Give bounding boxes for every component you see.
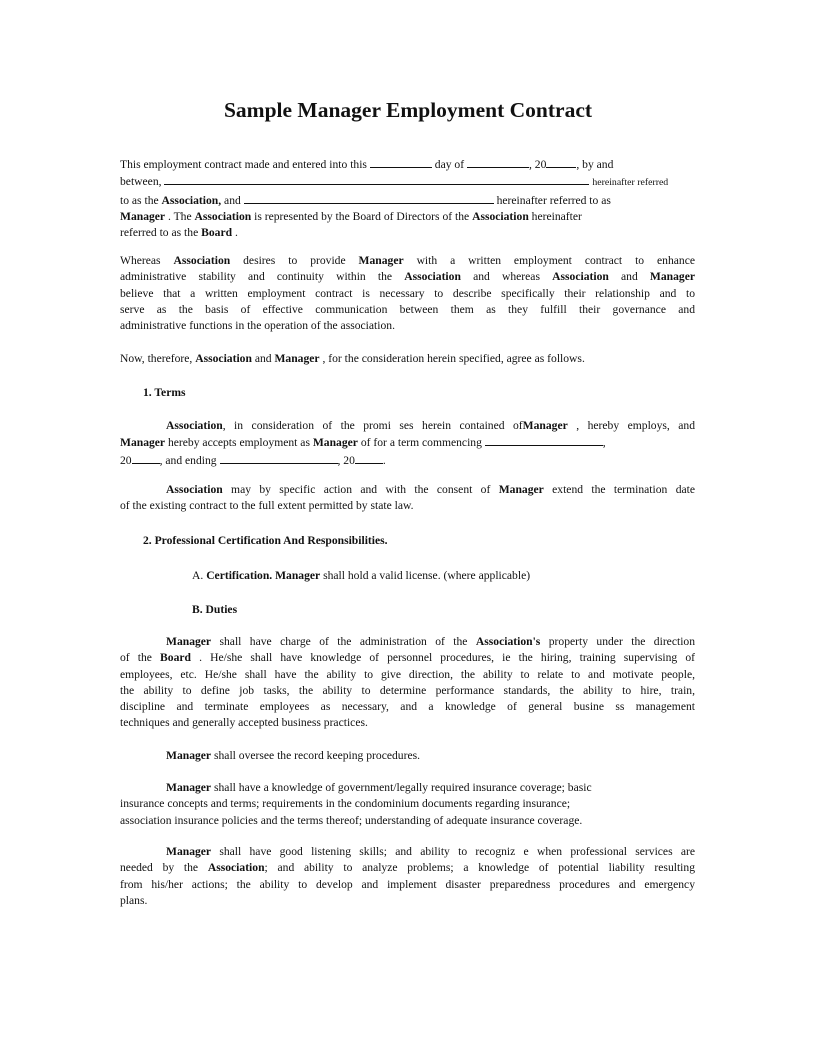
extension-line [120, 482, 695, 498]
manager-term: Manager [166, 749, 212, 762]
text: between, [120, 175, 162, 189]
duties-line: insurance concepts and terms; requirements in the condominium documents regarding insurance; [120, 797, 571, 811]
text: ; and ability to analyze problems; a knowledge of potential liability resulting [264, 861, 695, 875]
now-therefore-paragraph [120, 351, 695, 367]
blank-field [370, 156, 432, 168]
text: , [602, 436, 606, 450]
manager-term: Manager [358, 254, 404, 267]
manager-term: Manager [166, 845, 212, 858]
terms-line [120, 418, 695, 434]
text: Now, therefore, [120, 352, 193, 365]
certification-item [192, 568, 530, 584]
text: hereinafter referred [592, 177, 669, 189]
blank-field [164, 173, 589, 185]
text: , for the consideration herein specified, agree as follows. [322, 352, 585, 365]
text: hereinafter referred to as [496, 193, 611, 207]
document-title: Sample Manager Employment Contract [223, 98, 593, 122]
duties-line [120, 860, 695, 876]
manager-term: Manager [649, 270, 695, 284]
duties-line [120, 748, 695, 764]
blank-field [220, 452, 338, 464]
blank-field [546, 156, 576, 168]
text: may by specific action and with the consent of [231, 483, 491, 496]
blank-field [244, 192, 494, 204]
duties-line: from his/her actions; the ability to develop and implement disaster preparedness procedures and emergency [120, 877, 695, 891]
text: , in consideration of the promi ses herein contained of [222, 419, 523, 432]
text: shall oversee the record keeping procedures. [213, 749, 421, 762]
duties-line: employees, etc. He/she shall have the ability to give direction, the ability to relate to and motivate people, [120, 667, 695, 681]
text: to as the [120, 193, 159, 207]
duties-line: the ability to define job tasks, the ability to determine performance standards, the ability to hire, train, [120, 683, 695, 697]
text: of for a term commencing [360, 436, 482, 450]
manager-term: Manager [166, 635, 212, 648]
intro-line [120, 192, 695, 209]
text: . He/she shall have knowledge of personnel procedures, ie the hiring, training supervising of [199, 651, 695, 665]
text: is represented by the Board of Directors of the [254, 209, 470, 223]
text: . [234, 226, 238, 240]
association-term: Association, [161, 193, 222, 207]
blank-field [485, 434, 603, 446]
whereas-line: serve as the basis of effective communication between them as they fulfill their governance and [120, 302, 695, 316]
duties-line [120, 844, 695, 860]
intro-paragraph [120, 156, 695, 241]
section-2-heading: 2. Professional Certification And Responsibilities. [143, 534, 388, 547]
duties-line [120, 650, 695, 666]
association-term: Association's [475, 635, 541, 648]
text: , by and [576, 158, 614, 171]
association-term: Association [166, 419, 223, 432]
manager-term: Manager [274, 352, 320, 365]
text: shall hold a valid license. (where applicable) [323, 569, 531, 582]
duties-line: discipline and terminate employees as necessary, and a knowledge of general busine ss management [120, 700, 695, 714]
text: extend the termination date [552, 483, 696, 496]
duties-paragraph-3 [120, 780, 695, 829]
text: 20 [120, 453, 132, 467]
text: hereby accepts employment as [167, 436, 310, 450]
blank-field [132, 452, 160, 464]
board-term: Board [160, 651, 191, 665]
text: , and ending [159, 453, 217, 467]
association-term: Association [472, 209, 529, 223]
now-therefore-line [120, 351, 695, 367]
duties-line: association insurance policies and the terms thereof; understanding of adequate insurance coverage. [120, 813, 583, 827]
intro-line [120, 225, 695, 241]
association-term: Association [552, 270, 609, 284]
manager-term: Manager [120, 209, 166, 223]
duties-line [120, 634, 695, 650]
blank-field [355, 452, 383, 464]
manager-term: Manager [166, 781, 212, 794]
terms-line [120, 434, 695, 451]
certification-term: Certification. [206, 569, 273, 582]
text: desires to provide [243, 254, 346, 267]
text: . The [167, 209, 192, 223]
manager-term: Manager [522, 419, 568, 432]
manager-term: Manager [275, 569, 321, 582]
whereas-line [120, 253, 695, 269]
text: , 20 [528, 158, 547, 171]
extension-paragraph [120, 482, 695, 515]
blank-field [467, 156, 529, 168]
association-term: Association [173, 254, 231, 267]
text: and whereas [473, 270, 540, 284]
association-term: Association [194, 209, 252, 223]
text: shall have a knowledge of government/legally required insurance coverage; basic [213, 781, 592, 794]
text: of the [120, 651, 152, 665]
duties-heading: B. Duties [192, 603, 238, 616]
text: shall have good listening skills; and ability to recogniz e when professional services are [219, 845, 695, 858]
duties-line: plans. [120, 893, 148, 907]
terms-paragraph [120, 418, 695, 469]
text: and [254, 352, 272, 365]
extension-line: of the existing contract to the full extent permitted by state law. [120, 499, 414, 513]
association-term: Association [207, 861, 265, 875]
duties-paragraph-2 [120, 748, 695, 764]
intro-line [120, 209, 695, 225]
text: , 20 [337, 453, 355, 467]
text: , hereby employs, and [576, 419, 696, 432]
text: and [224, 193, 241, 207]
manager-term: Manager [498, 483, 544, 496]
text: needed by the [120, 861, 199, 875]
manager-term: Manager [312, 436, 358, 450]
intro-line [120, 173, 695, 191]
duties-paragraph-1 [120, 634, 695, 732]
text: day of [434, 158, 465, 171]
text: This employment contract made and entered into this [120, 158, 367, 171]
text: with a written employment contract to enhance [416, 254, 695, 267]
text: property under the direction [548, 635, 696, 648]
terms-line [120, 452, 695, 469]
duties-line: techniques and generally accepted business practices. [120, 716, 368, 730]
association-term: Association [195, 352, 252, 365]
text: referred to as the [120, 226, 199, 240]
duties-paragraph-4 [120, 844, 695, 909]
text: . [382, 453, 386, 467]
manager-term: Manager [120, 436, 166, 450]
text: Whereas [120, 254, 161, 267]
duties-line [120, 780, 695, 796]
text: shall have charge of the administration of the [219, 635, 468, 648]
whereas-line: administrative functions in the operation of the association. [120, 319, 395, 333]
association-term: Association [404, 270, 461, 284]
association-term: Association [166, 483, 223, 496]
text: administrative stability and continuity within the [120, 270, 393, 284]
board-term: Board [201, 226, 233, 240]
item-label: A. [192, 569, 204, 582]
text: hereinafter [531, 209, 582, 223]
intro-line [120, 156, 695, 173]
text: and [621, 270, 638, 284]
whereas-paragraph [120, 253, 695, 334]
whereas-line: believe that a written employment contract is necessary to describe specifically their relationship and to [120, 286, 695, 300]
whereas-line [120, 269, 695, 285]
section-1-heading: 1. Terms [143, 386, 186, 399]
